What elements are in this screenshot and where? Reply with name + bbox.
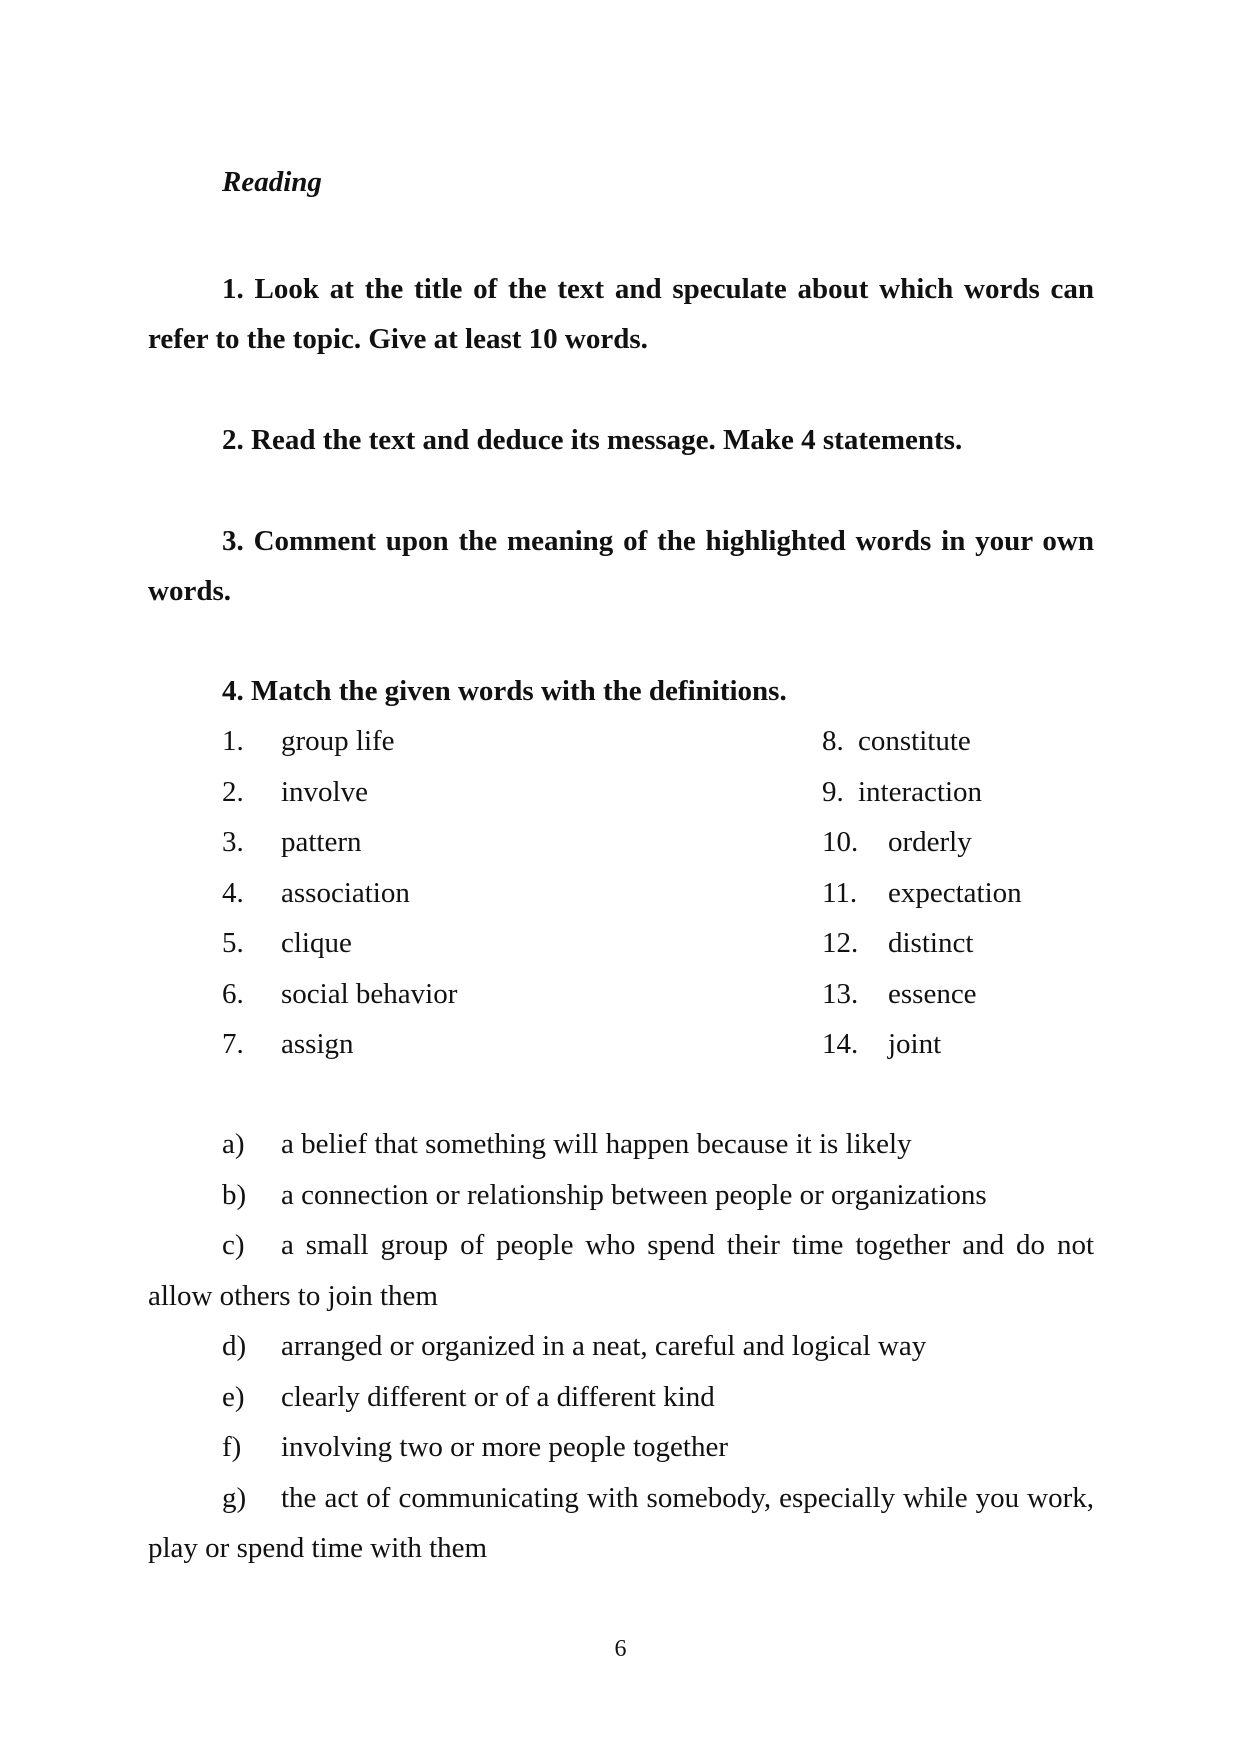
- word-text: distinct: [888, 927, 974, 959]
- word-item: [222, 969, 457, 1020]
- word-item: [822, 716, 1022, 767]
- word-number: 9.: [822, 775, 844, 808]
- word-number: 10.: [822, 826, 859, 858]
- definition-item: [148, 1372, 1094, 1423]
- task-2: 2. Read the text and deduce its message. Make 4 statements.: [222, 424, 963, 456]
- word-item: [822, 767, 1022, 818]
- word-number: 14.: [822, 1028, 859, 1060]
- word-item: [222, 767, 457, 818]
- definition-text: a connection or relationship between people or organizations: [281, 1178, 987, 1211]
- word-number: 13.: [822, 977, 859, 1010]
- definition-letter: d): [222, 1330, 247, 1362]
- word-text: orderly: [888, 826, 972, 858]
- word-text: assign: [281, 1028, 354, 1060]
- word-text: group life: [281, 725, 395, 757]
- definition-letter: e): [222, 1380, 245, 1413]
- word-item: [222, 868, 457, 919]
- definition-text: a belief that something will happen because it is likely: [281, 1128, 912, 1160]
- word-number: 6.: [222, 977, 244, 1010]
- word-text: essence: [888, 977, 977, 1010]
- word-number: 8.: [822, 725, 844, 757]
- word-item: [222, 716, 457, 767]
- task-1: 1. Look at the title of the text and speculate about which words can refer to the topic. Give at least 10 words.: [148, 273, 1094, 355]
- word-item: [222, 1019, 457, 1070]
- word-number: 5.: [222, 927, 244, 959]
- word-number: 2.: [222, 775, 244, 808]
- word-item: [822, 918, 1022, 969]
- word-item: [222, 918, 457, 969]
- task-4: 4. Match the given words with the definitions.: [222, 675, 787, 707]
- definition-item: [148, 1321, 1094, 1372]
- word-text: interaction: [858, 775, 983, 808]
- word-text: social behavior: [281, 977, 458, 1010]
- word-number: 12.: [822, 927, 859, 959]
- definition-text: a small group of people who spend their time together and do not allow others to join them: [148, 1229, 1094, 1312]
- word-text: involve: [281, 775, 368, 808]
- word-text: association: [281, 876, 410, 909]
- word-item: [822, 1019, 1022, 1070]
- word-item: [222, 817, 457, 868]
- definition-letter: c): [222, 1229, 245, 1261]
- word-text: constitute: [858, 725, 971, 757]
- word-list-right: [822, 716, 1022, 1070]
- word-number: 3.: [222, 826, 244, 858]
- definition-text: involving two or more people together: [281, 1431, 728, 1463]
- word-item: [822, 969, 1022, 1020]
- word-list-left: [222, 716, 457, 1070]
- definition-list: [148, 1119, 1094, 1574]
- definition-letter: f): [222, 1431, 242, 1463]
- word-item: [822, 817, 1022, 868]
- word-item: [822, 868, 1022, 919]
- definition-item: [148, 1473, 1094, 1574]
- definition-item: [148, 1220, 1094, 1321]
- word-number: 4.: [222, 876, 244, 909]
- word-number: 1.: [222, 725, 244, 757]
- page-number: 6: [614, 1636, 627, 1662]
- definition-letter: b): [222, 1178, 247, 1211]
- word-number: 7.: [222, 1028, 244, 1060]
- section-title: Reading: [222, 166, 322, 198]
- definition-item: [148, 1170, 1094, 1221]
- word-text: pattern: [281, 826, 362, 858]
- definition-item: [148, 1119, 1094, 1170]
- definition-letter: a): [222, 1128, 245, 1160]
- definition-text: clearly different or of a different kind: [281, 1380, 715, 1413]
- word-text: expectation: [888, 876, 1022, 909]
- word-text: clique: [281, 927, 352, 959]
- definition-letter: g): [222, 1481, 247, 1514]
- word-number: 11.: [822, 876, 858, 909]
- definition-text: arranged or organized in a neat, careful and logical way: [281, 1330, 927, 1362]
- definition-text: the act of communicating with somebody, especially while you work, play or spend time with them: [148, 1481, 1094, 1564]
- task-3: 3. Comment upon the meaning of the highlighted words in your own words.: [148, 525, 1094, 607]
- word-text: joint: [888, 1028, 942, 1060]
- definition-item: [148, 1422, 1094, 1473]
